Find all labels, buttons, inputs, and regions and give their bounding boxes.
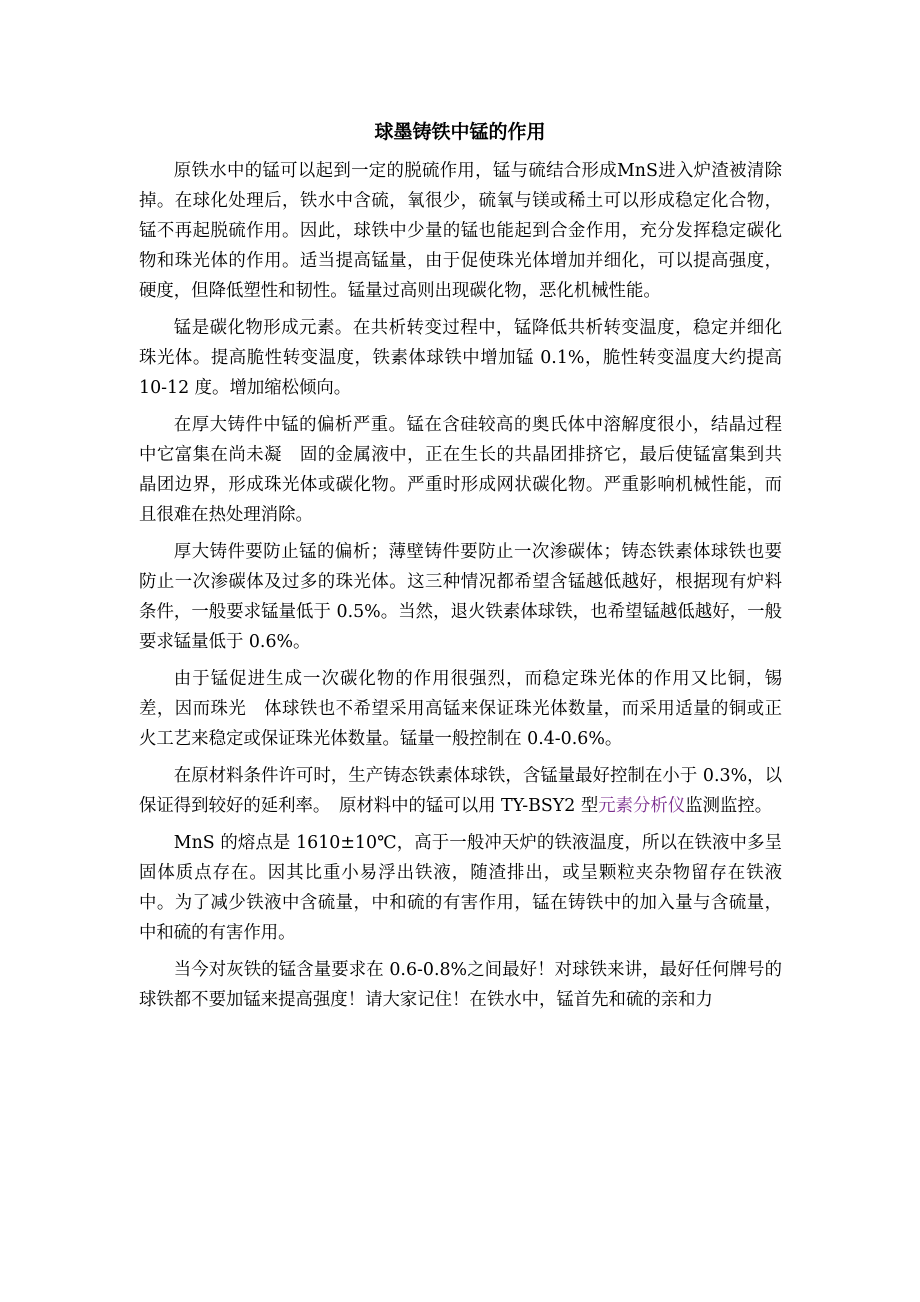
paragraph-2: 锰是碳化物形成元素。在共析转变过程中，锰降低共析转变温度，稳定并细化珠光体。提高脆性转变温度，铁素体球铁中增加锰 0.1%，脆性转变温度大约提高 10-12 度。增加缩松倾向。 (139, 318, 782, 398)
paragraph-1: 原铁水中的锰可以起到一定的脱硫作用，锰与硫结合形成MnS进入炉渣被清除掉。在球化处理后，铁水中含硫，氧很少，硫氧与镁或稀土可以形成稳定化合物，锰不再起脱硫作用。因此，球铁中少量的锰也能起到合金作用，充分发挥稳定碳化物和珠光体的作用。适当提高锰量，由于促使珠光体增加并细化，可以提高强度，硬度，但降低塑性和韧性。锰量过高则出现碳化物，恶化机械性能。 (139, 161, 782, 301)
paragraph-6 (139, 761, 782, 821)
document-title: 球墨铸铁中锰的作用 (374, 121, 546, 143)
paragraph-6-text-before: 在原材料条件许可时，生产铸态铁素体球铁，含锰量最好控制在小于 0.3%，以保证得到较好的延利率。 原材料中的锰可以用 TY-BSY2 型 (139, 766, 782, 816)
paragraph-8: 当今对灰铁的锰含量要求在 0.6-0.8%之间最好！对球铁来讲，最好任何牌号的球铁都不要加锰来提高强度！请大家记住！在铁水中，锰首先和硫的亲和力 (139, 960, 782, 1010)
paragraph-5: 由于锰促进生成一次碳化物的作用很强烈，而稳定珠光体的作用又比铜，锡差，因而珠光 体球铁也不希望采用高锰来保证珠光体数量，而采用适量的铜或正火工艺来稳定或保证珠光体数量。锰量一般控制在 0.4-0.6%。 (139, 669, 782, 749)
paragraph-7: MnS 的熔点是 1610±10℃，高于一般冲天炉的铁液温度，所以在铁液中多呈固体质点存在。因其比重小易浮出铁液，随渣排出，或呈颗粒夹杂物留存在铁液中。为了减少铁液中含硫量，中和硫的有害作用，锰在铸铁中的加入量与含硫量，中和硫的有害作用。 (139, 833, 782, 943)
paragraph-4: 厚大铸件要防止锰的偏析；薄壁铸件要防止一次渗碳体；铸态铁素体球铁也要防止一次渗碳体及过多的珠光体。这三种情况都希望含锰越低越好，根据现有炉料条件，一般要求锰量低于 0.5%。当然，退火铁素体球铁，也希望锰越低越好，一般要求锰量低于 0.6%。 (139, 542, 782, 652)
paragraph-3: 在厚大铸件中锰的偏析严重。锰在含硅较高的奥氏体中溶解度很小，结晶过程中它富集在尚未凝 固的金属液中，正在生长的共晶团排挤它，最后使锰富集到共晶团边界，形成珠光体或碳化物。严重时形成网状碳化物。严重影响机械性能，而且很难在热处理消除。 (139, 415, 782, 525)
element-analyzer-link[interactable]: 元素分析仪 (598, 796, 686, 816)
paragraph-6-text-after: 监测监控。 (685, 796, 773, 816)
document-body (139, 156, 782, 1022)
